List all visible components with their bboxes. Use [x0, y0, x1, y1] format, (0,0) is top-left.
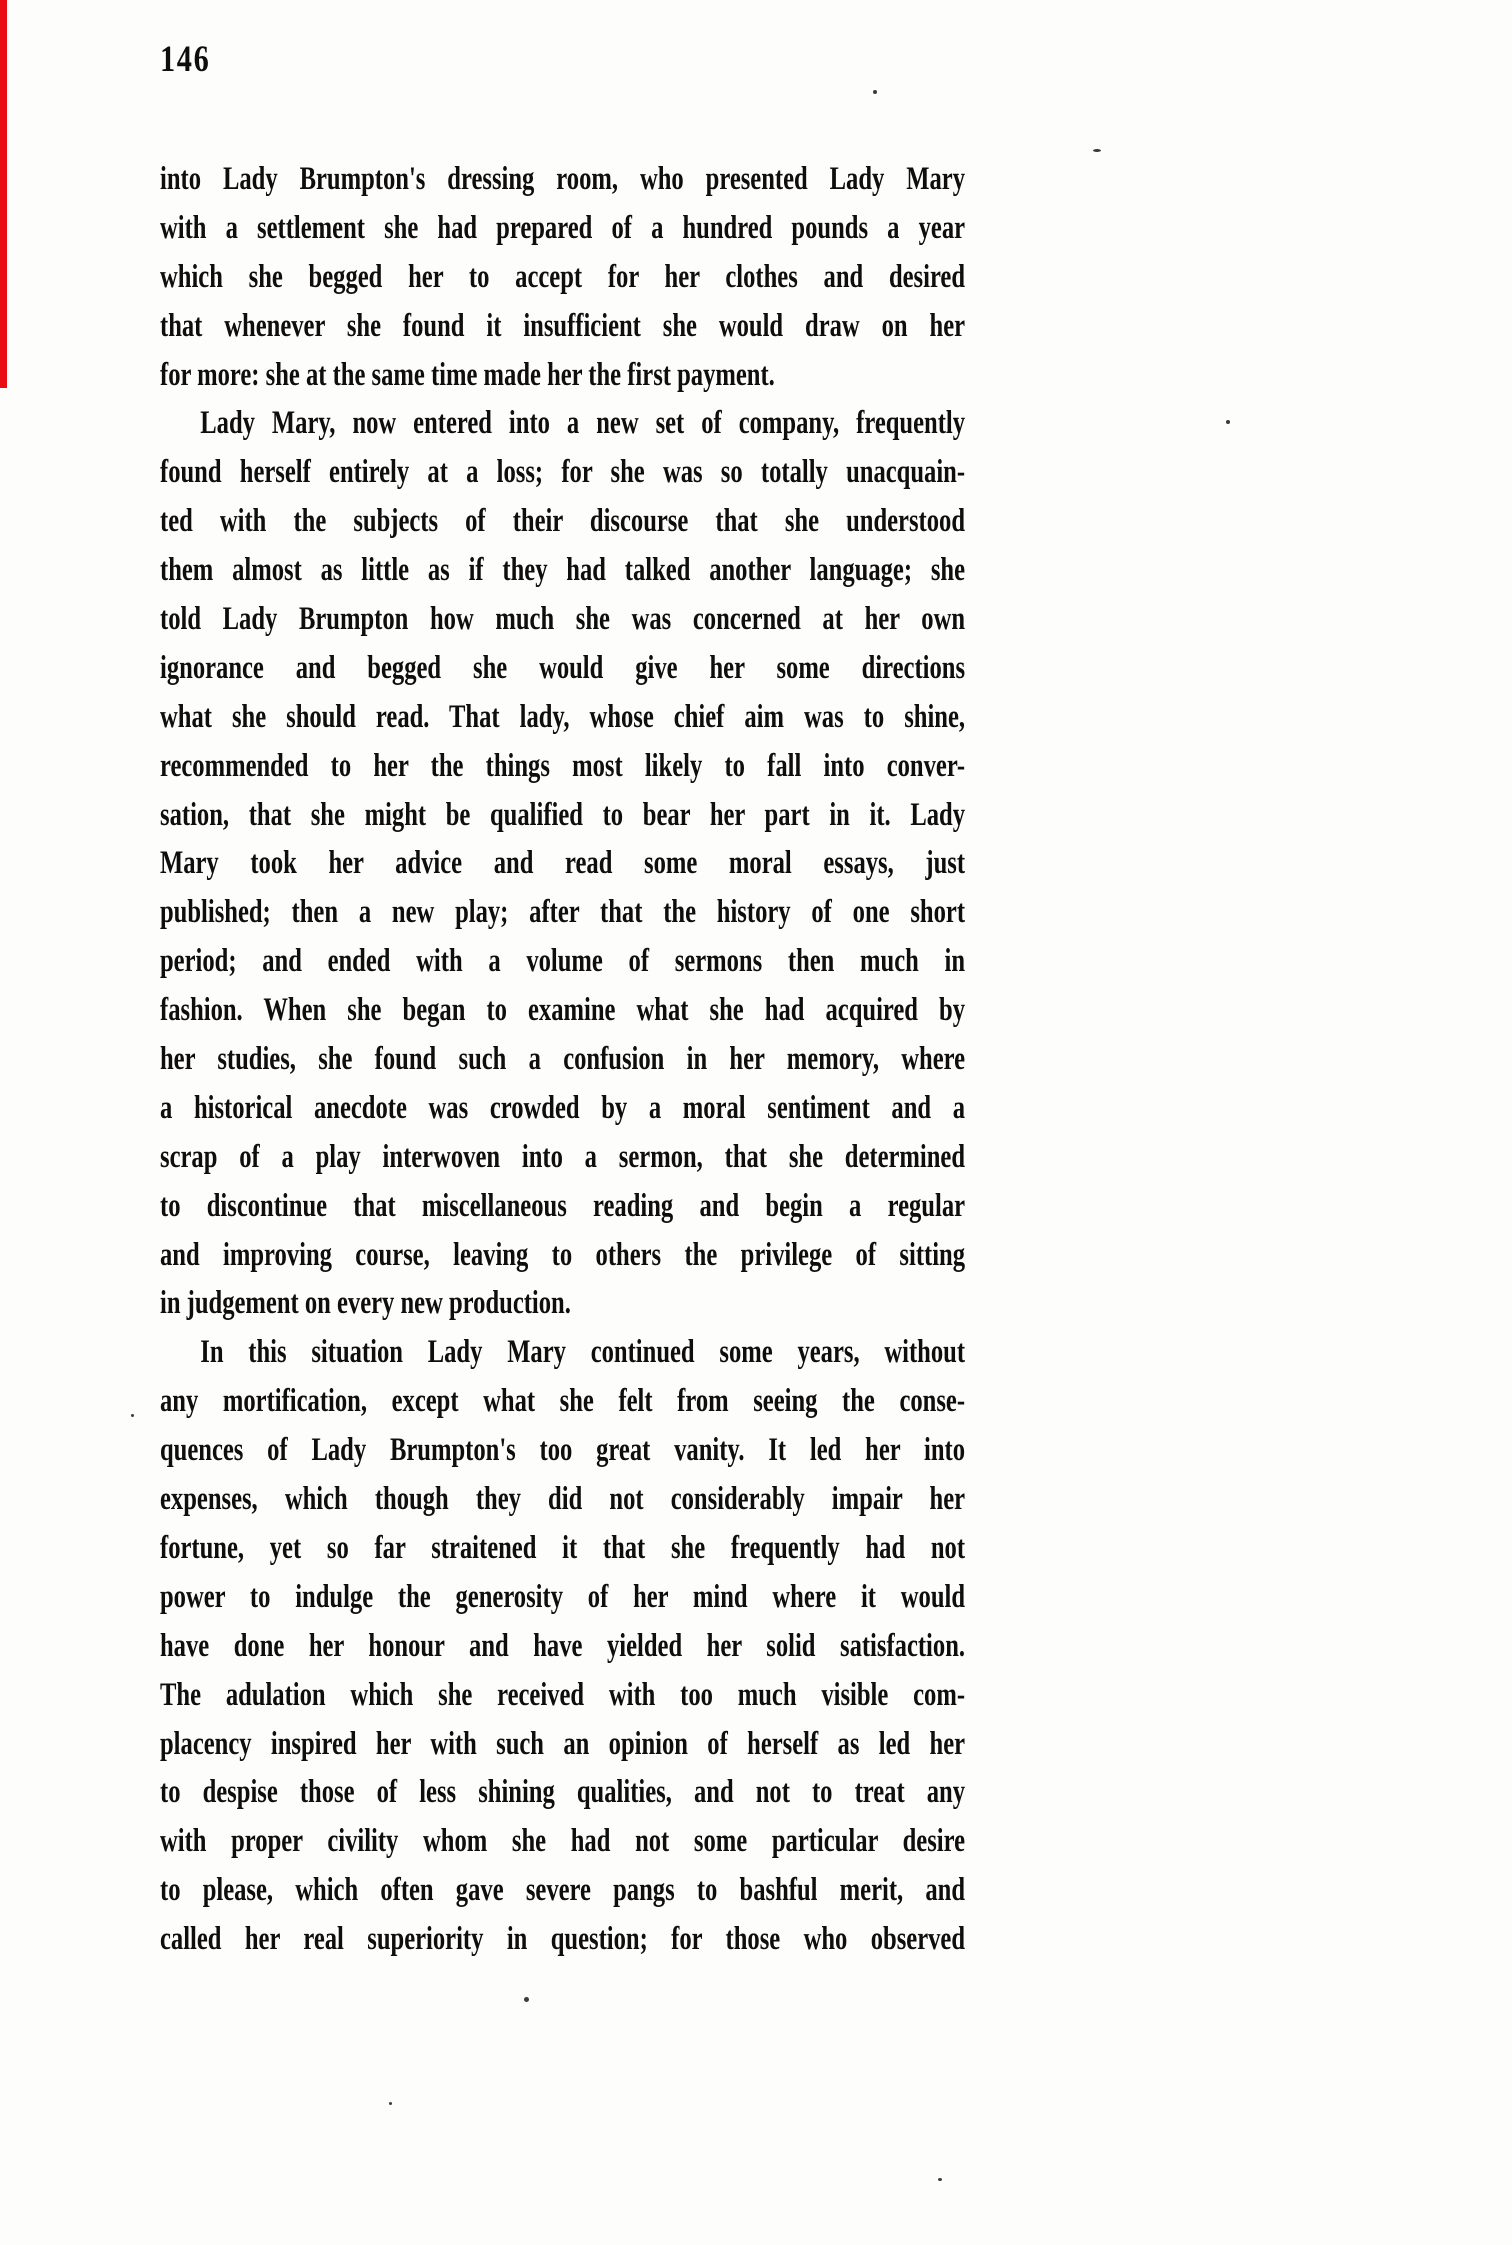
text-line: ignorance and begged she would give her some directions	[160, 649, 966, 686]
text-line: The adulation which she received with too much visible com-	[160, 1676, 966, 1713]
text-line: scrap of a play interwoven into a sermon, that she determined	[160, 1138, 966, 1175]
page-number: 146	[160, 39, 211, 80]
text-line: In this situation Lady Mary continued some years, without	[200, 1334, 966, 1371]
text-line: which she begged her to accept for her clothes and desired	[160, 258, 966, 295]
text-line: Lady Mary, now entered into a new set of company, frequently	[200, 405, 966, 442]
text-line: Mary took her advice and read some moral essays, just	[160, 845, 966, 882]
paragraph	[160, 399, 966, 1328]
text-line: ted with the subjects of their discourse that she understood	[160, 503, 966, 540]
text-line: found herself entirely at a loss; for she was so totally unacquain-	[160, 454, 966, 491]
scan-speck	[389, 2102, 392, 2105]
text-line: to please, which often gave severe pangs to bashful merit, and	[160, 1872, 966, 1909]
text-block	[160, 155, 966, 1964]
text-line: in judgement on every new production.	[160, 1285, 571, 1322]
scan-speck	[524, 1997, 529, 2002]
paragraph	[160, 1328, 966, 1964]
text-line: them almost as little as if they had talked another language; she	[160, 552, 966, 589]
text-line: that whenever she found it insufficient she would draw on her	[160, 307, 966, 344]
text-line: her studies, she found such a confusion in her memory, where	[160, 1041, 966, 1078]
red-edge-strip	[0, 0, 7, 388]
scan-speck	[1093, 149, 1101, 152]
text-line: fashion. When she began to examine what she had acquired by	[160, 992, 966, 1029]
text-line: recommended to her the things most likely to fall into conver-	[160, 747, 966, 784]
text-line: placency inspired her with such an opinion of herself as led her	[160, 1725, 966, 1762]
text-line: called her real superiority in question; for those who observed	[160, 1921, 966, 1958]
text-line: a historical anecdote was crowded by a moral sentiment and a	[160, 1089, 966, 1126]
scan-speck	[873, 90, 877, 94]
text-line: have done her honour and have yielded her solid satisfaction.	[160, 1627, 966, 1664]
text-line: with a settlement she had prepared of a hundred pounds a year	[160, 209, 966, 246]
text-line: and improving course, leaving to others the privilege of sitting	[160, 1236, 966, 1273]
text-line: into Lady Brumpton's dressing room, who presented Lady Mary	[160, 161, 966, 197]
text-line: with proper civility whom she had not some particular desire	[160, 1823, 966, 1860]
paragraph	[160, 155, 966, 399]
text-line: told Lady Brumpton how much she was concerned at her own	[160, 601, 966, 638]
text-line: fortune, yet so far straitened it that she frequently had not	[160, 1529, 966, 1566]
text-line: expenses, which though they did not considerably impair her	[160, 1481, 966, 1518]
text-line: what she should read. That lady, whose chief aim was to shine,	[160, 698, 966, 735]
text-line: any mortification, except what she felt from seeing the conse-	[160, 1383, 966, 1420]
scan-speck	[938, 2178, 942, 2181]
text-line: to despise those of less shining qualities, and not to treat any	[160, 1774, 966, 1811]
text-line: power to indulge the generosity of her mind where it would	[160, 1578, 966, 1615]
text-line: for more: she at the same time made her the first payment.	[160, 356, 775, 393]
text-line: published; then a new play; after that the history of one short	[160, 894, 966, 931]
scan-speck	[1226, 420, 1230, 424]
scan-speck	[131, 1414, 134, 1417]
text-line: to discontinue that miscellaneous reading and begin a regular	[160, 1187, 966, 1224]
text-line: sation, that she might be qualified to bear her part in it. Lady	[160, 796, 966, 833]
text-line: period; and ended with a volume of sermons then much in	[160, 943, 966, 980]
text-line: quences of Lady Brumpton's too great vanity. It led her into	[160, 1432, 966, 1469]
